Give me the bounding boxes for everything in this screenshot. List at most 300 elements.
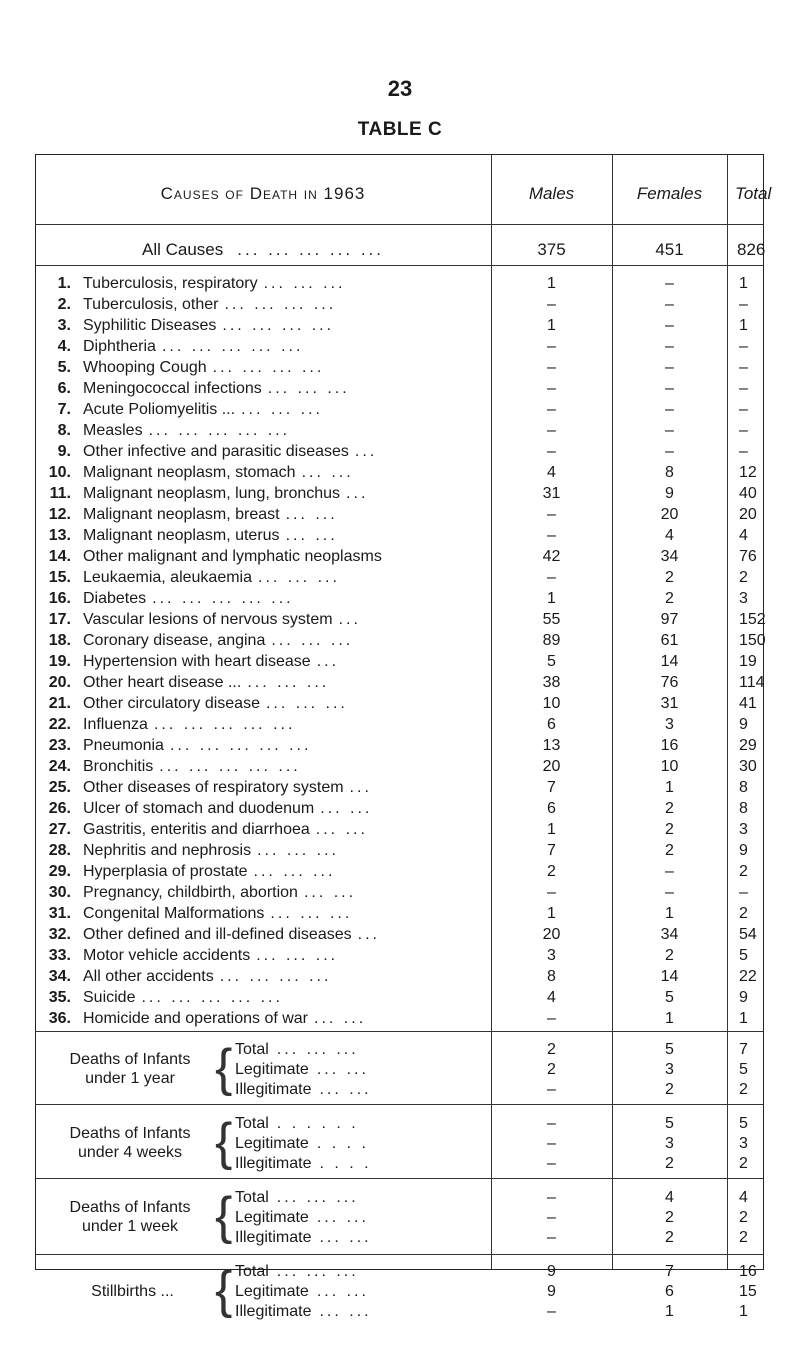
row-females: 4	[665, 527, 674, 544]
row-total: 152	[739, 611, 766, 628]
table-row	[35, 777, 764, 798]
row-females: 1	[665, 905, 674, 922]
group-label-line1: Deaths of Infants	[69, 1199, 191, 1216]
table-row	[35, 273, 764, 294]
row-cause-label: Suicide	[83, 989, 136, 1006]
row-cause	[83, 777, 372, 798]
row-cause-label: All other accidents	[83, 968, 214, 985]
row-leader: ... ... ...	[241, 401, 323, 418]
group-females: 3	[665, 1061, 674, 1078]
group-sub-label	[235, 1114, 359, 1134]
group-label-line1: Deaths of Infants	[69, 1051, 191, 1068]
row-cause	[83, 903, 352, 924]
table-border-top	[35, 154, 764, 155]
row-cause-label: Malignant neoplasm, stomach	[83, 464, 296, 481]
row-males: –	[547, 527, 556, 544]
group-total: 7	[739, 1041, 748, 1058]
row-cause-label: Congenital Malformations	[83, 905, 265, 922]
group-females: 3	[665, 1135, 674, 1152]
row-females: 5	[665, 989, 674, 1006]
row-cause-label: Leukaemia, aleukaemia	[83, 569, 252, 586]
group-males: –	[547, 1189, 556, 1206]
row-males: 31	[542, 485, 561, 502]
row-cause	[83, 609, 361, 630]
row-cause-label: Pregnancy, childbirth, abortion	[83, 884, 298, 901]
row-number: 33.	[48, 947, 71, 964]
row-cause-label: Whooping Cough	[83, 359, 207, 376]
group-females: 5	[665, 1115, 674, 1132]
group-males: –	[547, 1303, 556, 1320]
group-total: 4	[739, 1189, 748, 1206]
row-females: 76	[660, 674, 679, 691]
row-males: 10	[542, 695, 561, 712]
all-causes-row-label	[35, 240, 491, 260]
row-cause-label: Nephritis and nephrosis	[83, 842, 252, 859]
row-cause	[83, 441, 377, 462]
sub-leader: ... ... ...	[276, 1189, 359, 1206]
row-males: –	[547, 401, 556, 418]
table-row	[35, 378, 764, 399]
row-number: 34.	[48, 968, 71, 985]
table-row	[35, 504, 764, 525]
row-number: 31.	[48, 905, 71, 922]
row-leader: ... ... ...	[267, 380, 350, 397]
row-cause	[83, 420, 290, 441]
row-males: –	[547, 296, 556, 313]
row-total: 19	[739, 653, 757, 670]
table-row	[35, 567, 764, 588]
row-cause-label: Tuberculosis, other	[83, 296, 219, 313]
row-males: 55	[542, 611, 561, 628]
row-leader: ... ... ... ... ...	[153, 716, 296, 733]
row-females: –	[665, 317, 674, 334]
table-row	[35, 525, 764, 546]
section-divider-infants-1y	[35, 1031, 764, 1032]
row-total: 9	[739, 989, 748, 1006]
table-row	[35, 882, 764, 903]
row-total: 9	[739, 842, 748, 859]
page-number: 23	[387, 76, 413, 101]
row-total: 22	[739, 968, 757, 985]
row-females: –	[665, 338, 674, 355]
row-leader: ...	[316, 653, 340, 670]
row-number: 23.	[48, 737, 71, 754]
row-number: 22.	[48, 716, 71, 733]
row-number: 2.	[57, 296, 71, 313]
row-males: 42	[542, 548, 561, 565]
row-females: 20	[660, 506, 679, 523]
group-males: 2	[547, 1041, 556, 1058]
sub-label-text: Illegitimate	[235, 1081, 312, 1098]
row-females: –	[665, 275, 674, 292]
row-total: 8	[739, 779, 748, 796]
sub-leader: . . . .	[316, 1135, 369, 1152]
row-males: –	[547, 380, 556, 397]
sub-label-text: Legitimate	[235, 1135, 309, 1152]
row-number: 32.	[48, 926, 71, 943]
row-leader: ... ... ...	[257, 842, 339, 859]
row-males: –	[547, 569, 556, 586]
row-males: 1	[547, 317, 556, 334]
sub-leader: ... ... ...	[276, 1041, 359, 1058]
table-row	[35, 987, 764, 1008]
row-leader: ... ... ... ... ...	[148, 422, 291, 439]
group-total: 5	[739, 1115, 748, 1132]
row-females: 2	[665, 800, 674, 817]
row-cause	[83, 462, 354, 483]
all-causes-label: All Causes	[141, 240, 224, 259]
group-sub-label	[235, 1040, 359, 1060]
row-cause-label: Vascular lesions of nervous system	[83, 611, 333, 628]
group-females: 4	[665, 1189, 674, 1206]
header-divider	[35, 224, 764, 225]
group-label-line1: Deaths of Infants	[69, 1125, 191, 1142]
row-total: 54	[739, 926, 757, 943]
row-total: 8	[739, 800, 748, 817]
row-total: 2	[739, 569, 748, 586]
group-females: 5	[665, 1041, 674, 1058]
row-cause	[83, 882, 356, 903]
row-number: 29.	[48, 863, 71, 880]
row-females: 2	[665, 590, 674, 607]
row-number: 12.	[48, 506, 71, 523]
row-females: 97	[660, 611, 679, 628]
sub-leader: ... ...	[316, 1283, 369, 1300]
row-females: –	[665, 422, 674, 439]
row-females: –	[665, 380, 674, 397]
row-cause-label: Other malignant and lymphatic neoplasms	[83, 548, 382, 565]
row-males: –	[547, 884, 556, 901]
row-females: –	[665, 296, 674, 313]
row-males: 20	[542, 758, 561, 775]
row-leader: ...	[354, 443, 378, 460]
row-total: 9	[739, 716, 748, 733]
row-leader: ... ... ... ...	[212, 359, 325, 376]
row-cause	[83, 483, 368, 504]
row-total: 30	[739, 758, 757, 775]
row-total: 41	[739, 695, 757, 712]
cause-rows	[35, 273, 764, 1029]
all-causes-females: 451	[655, 240, 684, 259]
row-cause	[83, 798, 372, 819]
row-cause-label: Malignant neoplasm, breast	[83, 506, 280, 523]
row-leader: ... ... ...	[271, 632, 354, 649]
row-cause	[83, 735, 311, 756]
group-total: 2	[739, 1229, 748, 1246]
row-males: 13	[542, 737, 561, 754]
row-cause-label: Other circulatory disease	[83, 695, 260, 712]
row-number: 24.	[48, 758, 71, 775]
row-leader: ... ... ...	[247, 674, 330, 691]
row-total: –	[739, 884, 748, 901]
row-leader: ... ...	[285, 527, 338, 544]
table-row	[35, 798, 764, 819]
table-row	[35, 672, 764, 693]
row-total: 29	[739, 737, 757, 754]
group-males: –	[547, 1081, 556, 1098]
group-females: 6	[665, 1283, 674, 1300]
row-number: 21.	[48, 695, 71, 712]
row-number: 20.	[48, 674, 71, 691]
row-number: 16.	[48, 590, 71, 607]
row-males: 6	[547, 800, 556, 817]
section-divider-stillbirths	[35, 1254, 764, 1255]
table-row	[35, 903, 764, 924]
table-row	[35, 483, 764, 504]
row-cause-label: Acute Poliomyelitis ...	[83, 401, 236, 418]
row-leader: ... ... ...	[270, 905, 353, 922]
row-cause-label: Diphtheria	[83, 338, 156, 355]
sub-label-text: Legitimate	[235, 1283, 309, 1300]
row-females: 1	[665, 779, 674, 796]
table-row	[35, 735, 764, 756]
group-sub-label	[235, 1080, 372, 1100]
row-leader: ... ...	[315, 821, 368, 838]
row-number: 30.	[48, 884, 71, 901]
group-females: 2	[665, 1229, 674, 1246]
group-females: 7	[665, 1263, 674, 1280]
brace-icon: {	[215, 1187, 233, 1245]
row-total: 2	[739, 905, 748, 922]
row-females: 34	[660, 548, 679, 565]
row-total: 3	[739, 590, 748, 607]
group-total: 3	[739, 1135, 748, 1152]
group-sub-label	[235, 1060, 369, 1080]
table-row	[35, 609, 764, 630]
row-females: 16	[660, 737, 679, 754]
row-number: 11.	[49, 485, 71, 502]
all-causes-divider	[35, 265, 764, 266]
group-males: –	[547, 1229, 556, 1246]
row-females: 2	[665, 947, 674, 964]
row-leader: ... ... ... ... ...	[159, 758, 301, 775]
group-label	[45, 1050, 215, 1088]
sub-leader: . . . . . .	[276, 1115, 359, 1132]
group-total: 5	[739, 1061, 748, 1078]
table-row	[35, 399, 764, 420]
row-males: 3	[547, 947, 556, 964]
row-cause-label: Other diseases of respiratory system	[83, 779, 344, 796]
row-leader: ... ...	[303, 884, 357, 901]
table-row	[35, 441, 764, 462]
row-total: –	[739, 380, 748, 397]
group-females: 1	[665, 1303, 674, 1320]
row-cause-label: Homicide and operations of war	[83, 1010, 309, 1027]
table-row	[35, 357, 764, 378]
row-males: 7	[547, 779, 556, 796]
row-number: 36.	[48, 1010, 71, 1027]
row-leader: ... ...	[301, 464, 354, 481]
row-cause-label: Meningococcal infections	[83, 380, 262, 397]
row-cause-label: Coronary disease, angina	[83, 632, 266, 649]
row-leader: ... ... ...	[265, 695, 348, 712]
sub-label-text: Illegitimate	[235, 1229, 312, 1246]
table-row	[35, 819, 764, 840]
group-males: 9	[547, 1263, 556, 1280]
row-cause-label: Pneumonia	[83, 737, 164, 754]
row-number: 27.	[48, 821, 71, 838]
sub-leader: ... ...	[316, 1209, 369, 1226]
row-number: 14.	[48, 548, 71, 565]
group-label	[45, 1198, 215, 1236]
row-females: 2	[665, 821, 674, 838]
header-causes: Causes of Death in 1963	[160, 184, 366, 203]
group-sub-label	[235, 1262, 359, 1282]
row-females: 14	[660, 968, 679, 985]
row-males: 7	[547, 842, 556, 859]
header-total: Total	[735, 184, 772, 203]
row-males: 8	[547, 968, 556, 985]
row-number: 35.	[48, 989, 71, 1006]
group-sub-label	[235, 1282, 369, 1302]
group-label	[45, 1282, 220, 1301]
group-total: 16	[739, 1263, 757, 1280]
row-females: –	[665, 863, 674, 880]
row-males: 1	[547, 275, 556, 292]
row-total: 76	[739, 548, 757, 565]
row-males: 1	[547, 905, 556, 922]
sub-label-text: Total	[235, 1263, 269, 1280]
row-total: 1	[739, 317, 748, 334]
row-males: 20	[542, 926, 561, 943]
sub-label-text: Total	[235, 1189, 269, 1206]
row-number: 26.	[48, 800, 71, 817]
row-cause	[83, 819, 368, 840]
row-total: 5	[739, 947, 748, 964]
sub-leader: ... ...	[316, 1061, 369, 1078]
row-females: –	[665, 884, 674, 901]
row-cause-label: Tuberculosis, respiratory	[83, 275, 258, 292]
row-cause	[83, 672, 329, 693]
row-females: 10	[660, 758, 679, 775]
table-row	[35, 756, 764, 777]
group-females: 2	[665, 1081, 674, 1098]
row-cause	[83, 840, 339, 861]
row-males: –	[547, 422, 556, 439]
row-leader: ... ... ... ... ...	[169, 737, 312, 754]
all-causes-leader: ... ... ... ... ...	[237, 240, 384, 259]
group-label-line1: Stillbirths ...	[91, 1283, 174, 1300]
group-label-line2: under 1 week	[81, 1218, 179, 1235]
row-number: 10.	[48, 464, 71, 481]
group-sub-label	[235, 1302, 372, 1322]
row-cause	[83, 504, 338, 525]
row-cause	[83, 294, 336, 315]
row-number: 19.	[48, 653, 71, 670]
group-males: –	[547, 1115, 556, 1132]
row-females: 9	[665, 485, 674, 502]
row-cause	[83, 756, 301, 777]
group-total: 2	[739, 1209, 748, 1226]
row-cause-label: Other infective and parasitic diseases	[83, 443, 349, 460]
table-row	[35, 651, 764, 672]
row-leader: ... ... ... ... ...	[141, 989, 283, 1006]
section-divider-infants-1w	[35, 1178, 764, 1179]
row-number: 17.	[48, 611, 71, 628]
row-males: –	[547, 359, 556, 376]
row-leader: ... ...	[285, 506, 338, 523]
row-males: 1	[547, 821, 556, 838]
row-total: 1	[739, 1010, 748, 1027]
row-cause-label: Hypertension with heart disease	[83, 653, 311, 670]
row-leader: ... ... ...	[253, 863, 336, 880]
sub-leader: . . . .	[319, 1155, 372, 1172]
group-males: 9	[547, 1283, 556, 1300]
row-total: –	[739, 296, 748, 313]
row-total: 20	[739, 506, 757, 523]
sub-leader: ... ... ...	[276, 1263, 359, 1280]
table-row	[35, 1008, 764, 1029]
row-cause	[83, 336, 303, 357]
row-cause	[83, 567, 340, 588]
row-cause-label: Malignant neoplasm, uterus	[83, 527, 280, 544]
row-total: –	[739, 443, 748, 460]
row-number: 28.	[48, 842, 71, 859]
data-table	[35, 154, 772, 1320]
group-total: 2	[739, 1155, 748, 1172]
row-cause	[83, 966, 331, 987]
brace-icon: {	[215, 1039, 233, 1097]
table-row	[35, 861, 764, 882]
brace-icon: {	[215, 1261, 233, 1319]
group-males: –	[547, 1155, 556, 1172]
row-cause-label: Other heart disease ...	[83, 674, 242, 691]
table-row	[35, 420, 764, 441]
row-males: 5	[547, 653, 556, 670]
row-males: 38	[542, 674, 561, 691]
row-leader: ... ... ...	[258, 569, 340, 586]
row-leader: ... ...	[320, 800, 373, 817]
row-males: 1	[547, 590, 556, 607]
group-label	[45, 1124, 215, 1162]
row-number: 6.	[57, 380, 71, 397]
row-males: –	[547, 338, 556, 355]
row-cause-label: Diabetes	[83, 590, 147, 607]
row-males: 4	[547, 464, 556, 481]
table-row	[35, 966, 764, 987]
sub-leader: ... ...	[319, 1081, 372, 1098]
group-males: –	[547, 1135, 556, 1152]
row-cause	[83, 714, 295, 735]
row-females: 1	[665, 1010, 674, 1027]
row-cause	[83, 525, 338, 546]
row-cause	[83, 588, 294, 609]
row-total: 3	[739, 821, 748, 838]
row-cause-label: Gastritis, enteritis and diarrhoea	[83, 821, 310, 838]
group-total: 1	[739, 1303, 748, 1320]
row-cause-label: Motor vehicle accidents	[83, 947, 251, 964]
table-row	[35, 315, 764, 336]
row-total: 114	[739, 674, 765, 691]
row-females: –	[665, 401, 674, 418]
row-cause	[83, 630, 353, 651]
sub-leader: ... ...	[319, 1229, 372, 1246]
sub-label-text: Total	[235, 1115, 269, 1132]
row-cause	[83, 546, 388, 567]
table-row	[35, 693, 764, 714]
row-cause-label: Ulcer of stomach and duodenum	[83, 800, 315, 817]
row-leader: ... ... ...	[263, 275, 346, 292]
row-cause-label: Malignant neoplasm, lung, bronchus	[83, 485, 341, 502]
row-cause-label: Influenza	[83, 716, 148, 733]
row-total: –	[739, 359, 748, 376]
table-row	[35, 714, 764, 735]
all-causes-total: 826	[737, 240, 766, 259]
group-sub-label	[235, 1134, 369, 1154]
row-females: 3	[665, 716, 674, 733]
sub-label-text: Total	[235, 1041, 269, 1058]
table-row	[35, 630, 764, 651]
